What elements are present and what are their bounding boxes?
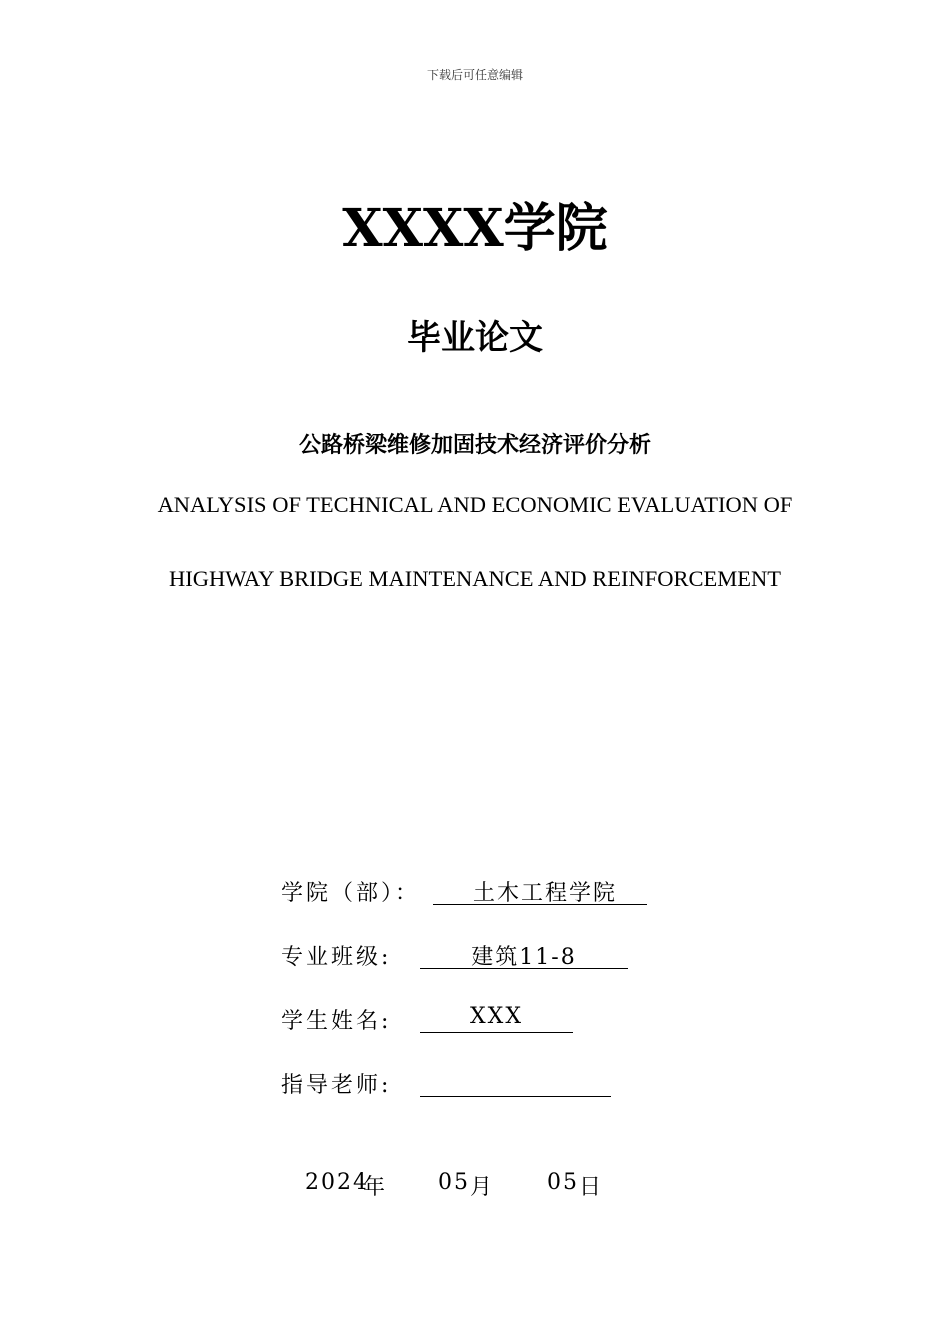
date-month: 05 [438, 1170, 470, 1195]
student-value: XXX [420, 1004, 573, 1033]
header-note: 下载后可任意编辑 [426, 68, 523, 82]
student-label: 学生姓名: [281, 1009, 392, 1034]
department-label: 学院（部）： [281, 881, 421, 906]
thesis-title-chinese: 公路桥梁维修加固技术经济评价分析 [298, 433, 651, 458]
date-year-unit: 年 [363, 1175, 388, 1200]
advisor-value [420, 1068, 611, 1097]
date-day: 05 [547, 1170, 579, 1195]
class-value: 建筑11-8 [420, 940, 628, 969]
date-year: 2024 [305, 1170, 369, 1195]
department-value: 土木工程学院 [433, 876, 647, 905]
college-name: XXXX学院 [342, 198, 608, 259]
class-label: 专业班级: [281, 945, 392, 970]
date-day-unit: 日 [579, 1175, 604, 1200]
thesis-title-english-line-1: ANALYSIS OF TECHNICAL AND ECONOMIC EVALUATION OF [157, 492, 793, 517]
thesis-title-english-line-2: HIGHWAY BRIDGE MAINTENANCE AND REINFORCEMENT [168, 566, 782, 591]
date-month-unit: 月 [470, 1175, 495, 1200]
advisor-label: 指导老师: [281, 1073, 392, 1098]
document-type: 毕业论文 [407, 318, 543, 358]
